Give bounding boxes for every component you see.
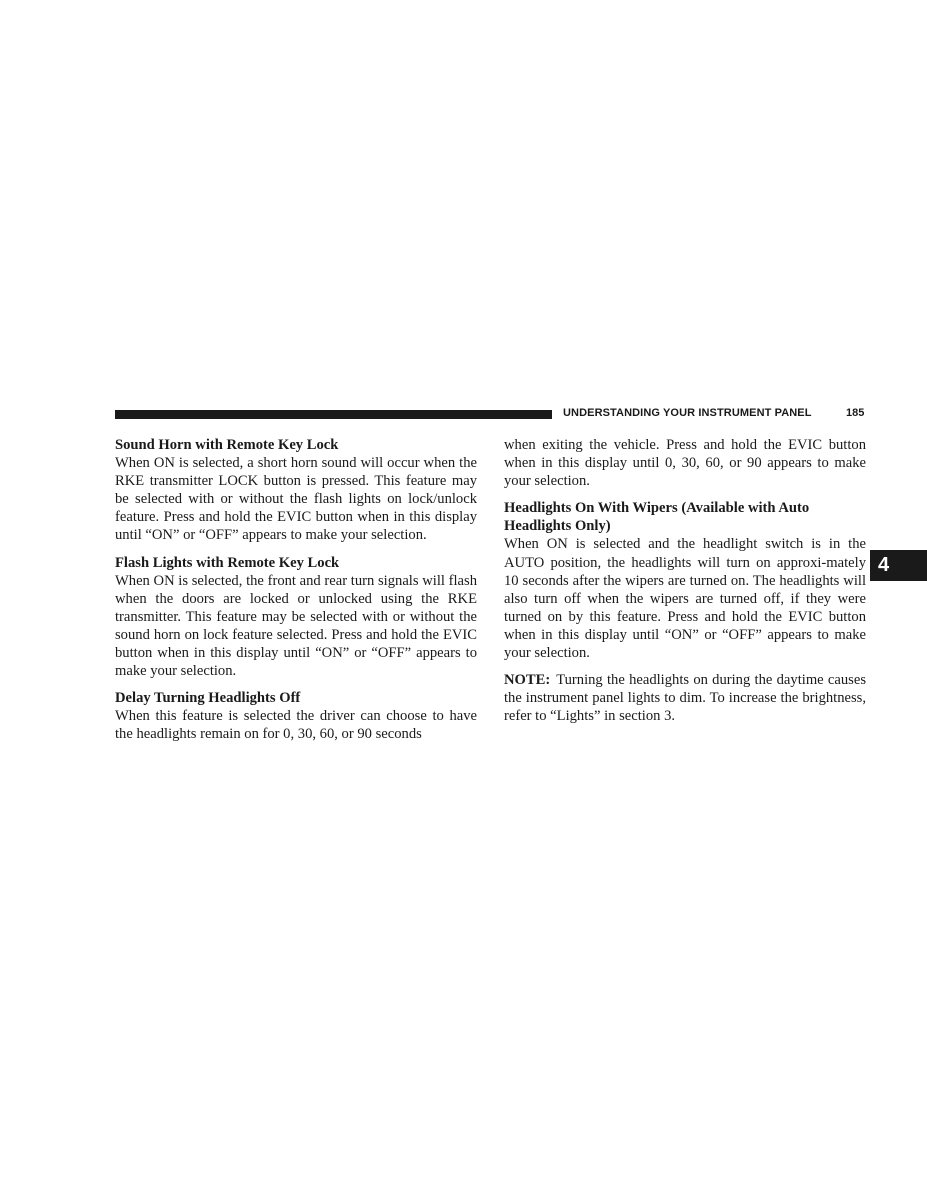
note-block (504, 671, 866, 725)
section-flash-lights (115, 554, 477, 681)
note-label: NOTE: (504, 672, 551, 689)
section-body: When ON is selected, a short horn sound will occur when the RKE transmitter LOCK button is pressed. This feature may be selected with or without the flash lights on lock/unlock feature. Press and hold the EVIC button when in this display until “ON” or “OFF” appears to make your selection. (115, 455, 477, 544)
note-paragraph (504, 671, 866, 725)
section-body: When ON is selected and the headlight switch is in the AUTO position, the headlights will turn on approxi-mately 10 seconds after the wipers are turned on. The headlights will also turn off when the wipers are turned off, if they were turned on by this feature. Press and hold the EVIC button when in this display until “ON” or “OFF” appears to make your selection. (504, 536, 866, 662)
section-headlights-wipers (504, 499, 866, 662)
right-column (504, 436, 866, 734)
left-column (115, 436, 477, 753)
section-delay-headlights (115, 689, 477, 743)
header-rule (115, 410, 552, 419)
section-sound-horn (115, 436, 477, 545)
chapter-tab: 4 (870, 550, 927, 581)
section-heading: Sound Horn with Remote Key Lock (115, 437, 339, 453)
section-continuation (504, 436, 866, 490)
section-heading: Delay Turning Headlights Off (115, 690, 301, 707)
section-body: When this feature is selected the driver can choose to have the headlights remain on for 0, 30, 60, or 90 seconds (115, 708, 477, 743)
note-text: Turning the headlights on during the daytime causes the instrument panel lights to dim. To increase the brightness, refer to “Lights” in section 3. (504, 672, 866, 725)
section-heading: Headlights On With Wipers (Available with Auto Headlights Only) (504, 500, 810, 535)
continuation-text: when exiting the vehicle. Press and hold the EVIC button when in this display until 0, 30, 60, or 90 appears to make your selection. (504, 437, 866, 490)
section-body: When ON is selected, the front and rear turn signals will flash when the doors are locked or unlocked using the RKE transmitter. This feature may be selected with or without the sound horn on lock feature selected. Press and hold the EVIC button when in this display until “ON” or “OFF” appears to make your selection. (115, 572, 477, 680)
page-number: 185 (846, 407, 865, 419)
section-heading: Flash Lights with Remote Key Lock (115, 554, 340, 571)
running-header-title: UNDERSTANDING YOUR INSTRUMENT PANEL (563, 407, 812, 419)
